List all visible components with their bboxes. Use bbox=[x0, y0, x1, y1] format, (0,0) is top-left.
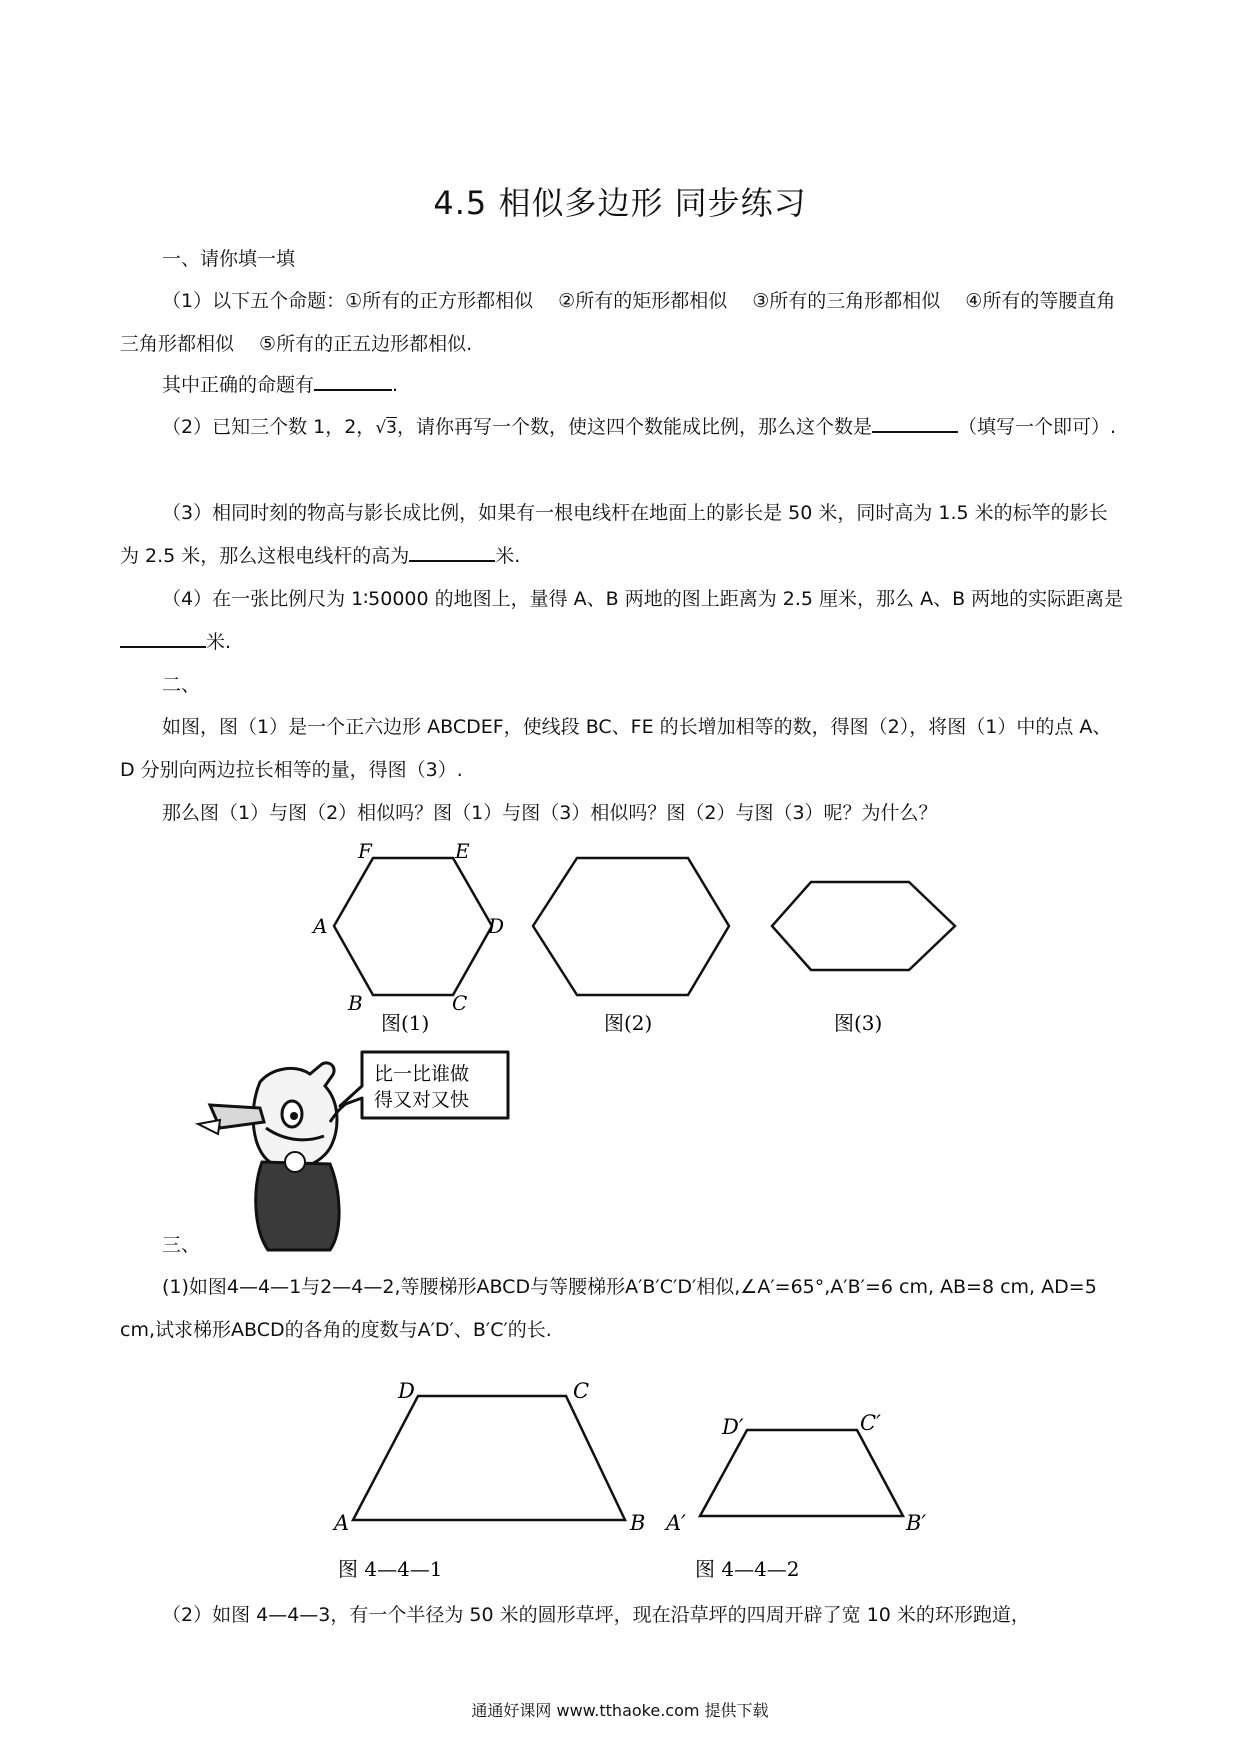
figure-caption: 图 4—4—1 bbox=[338, 1557, 443, 1581]
section1-heading: 一、请你填一填 bbox=[162, 248, 296, 270]
hexagon-figures bbox=[0, 840, 1240, 1040]
vertex-label: B bbox=[348, 991, 363, 1015]
section2-text: 如图，图（1）是一个正六边形 ABCDEF，使线段 BC、FE 的长增加相等的数，得图（2），将图（1）中的点 A、D 分别向两边拉长相等的量，得图（3）. bbox=[120, 716, 1112, 781]
question-1-1: （1）以下五个命题：①所有的正方形都相似 ②所有的矩形都相似 ③所有的三角形都相似 ④所有的等腰直角三角形都相似 ⑤所有的正五边形都相似. bbox=[120, 290, 1116, 355]
vertex-label: C bbox=[452, 991, 468, 1015]
vertex-label: D bbox=[488, 914, 505, 938]
vertex-label: B bbox=[630, 1511, 646, 1535]
vertex-label: D′ bbox=[722, 1415, 744, 1439]
figure-caption: 图(2) bbox=[604, 1011, 653, 1035]
vertex-label: D bbox=[398, 1379, 415, 1403]
hexagon-1 bbox=[334, 858, 492, 995]
bubble-line-2: 得又对又快 bbox=[374, 1089, 470, 1111]
section3-question-2: （2）如图 4—4—3，有一个半径为 50 米的圆形草坪，现在沿草坪的四周开辟了宽 10 米的环形跑道， bbox=[162, 1604, 1030, 1626]
figure-caption: 图 4—4—2 bbox=[695, 1557, 800, 1581]
figure-caption: 图(3) bbox=[834, 1011, 883, 1035]
hexagon-3 bbox=[772, 882, 955, 970]
vertex-label: A bbox=[334, 1511, 350, 1535]
question-1-1-answer: 其中正确的命题有 . bbox=[120, 364, 1125, 407]
question-1-2: （2）已知三个数 1，2，√3，请你再写一个数，使这四个数能成比例，那么这个数是 （填写一个即可）. bbox=[120, 406, 1125, 450]
section3-question-1: (1)如图4—4—1与2—4—2,等腰梯形ABCD与等腰梯形A′B′C′D′相似,∠A′=65°,A′B′=6 cm, AB=8 cm, AD=5 cm,试求梯形ABCD的各角的度数与A′D′、B′C′的长. bbox=[120, 1276, 1097, 1341]
answer-blank bbox=[314, 371, 392, 391]
vertex-label: A bbox=[313, 914, 328, 938]
vertex-label: E bbox=[455, 840, 470, 863]
page-title: 4.5 相似多边形 同步练习 bbox=[433, 184, 807, 222]
footer: 通通好课网 www.tthaoke.com 提供下载 bbox=[471, 1701, 769, 1720]
section2-heading: 二、 bbox=[162, 674, 201, 696]
sqrt-symbol: √3 bbox=[375, 418, 397, 438]
answer-blank bbox=[872, 413, 958, 433]
vertex-label: A′ bbox=[666, 1511, 686, 1535]
vertex-label: F bbox=[358, 840, 372, 863]
section2-question: 那么图（1）与图（2）相似吗？图（1）与图（3）相似吗？图（2）与图（3）呢？为什么？ bbox=[162, 802, 938, 824]
question-1-3: （3）相同时刻的物高与影长成比例，如果有一根电线杆在地面上的影长是 50 米，同时高为 1.5 米的标竿的影长为 2.5 米，那么这根电线杆的高为 米. bbox=[120, 502, 1108, 567]
trapezoid-abcd-prime bbox=[700, 1430, 903, 1516]
vertex-label: B′ bbox=[906, 1511, 927, 1535]
hexagon-2 bbox=[533, 858, 729, 995]
figure-caption: 图(1) bbox=[381, 1011, 430, 1035]
trapezoid-figures bbox=[0, 1370, 1240, 1590]
trapezoid-abcd bbox=[353, 1396, 625, 1520]
answer-blank bbox=[120, 628, 206, 648]
vertex-label: C bbox=[573, 1379, 590, 1403]
answer-blank bbox=[409, 542, 495, 562]
bubble-line-1: 比一比谁做 bbox=[374, 1063, 470, 1085]
section3-heading: 三、 bbox=[162, 1234, 201, 1256]
vertex-label: C′ bbox=[860, 1411, 881, 1435]
question-1-4: （4）在一张比例尺为 1∶50000 的地图上，量得 A、B 两地的图上距离为 2.5 厘米，那么 A、B 两地的实际距离是米. bbox=[120, 578, 1125, 664]
